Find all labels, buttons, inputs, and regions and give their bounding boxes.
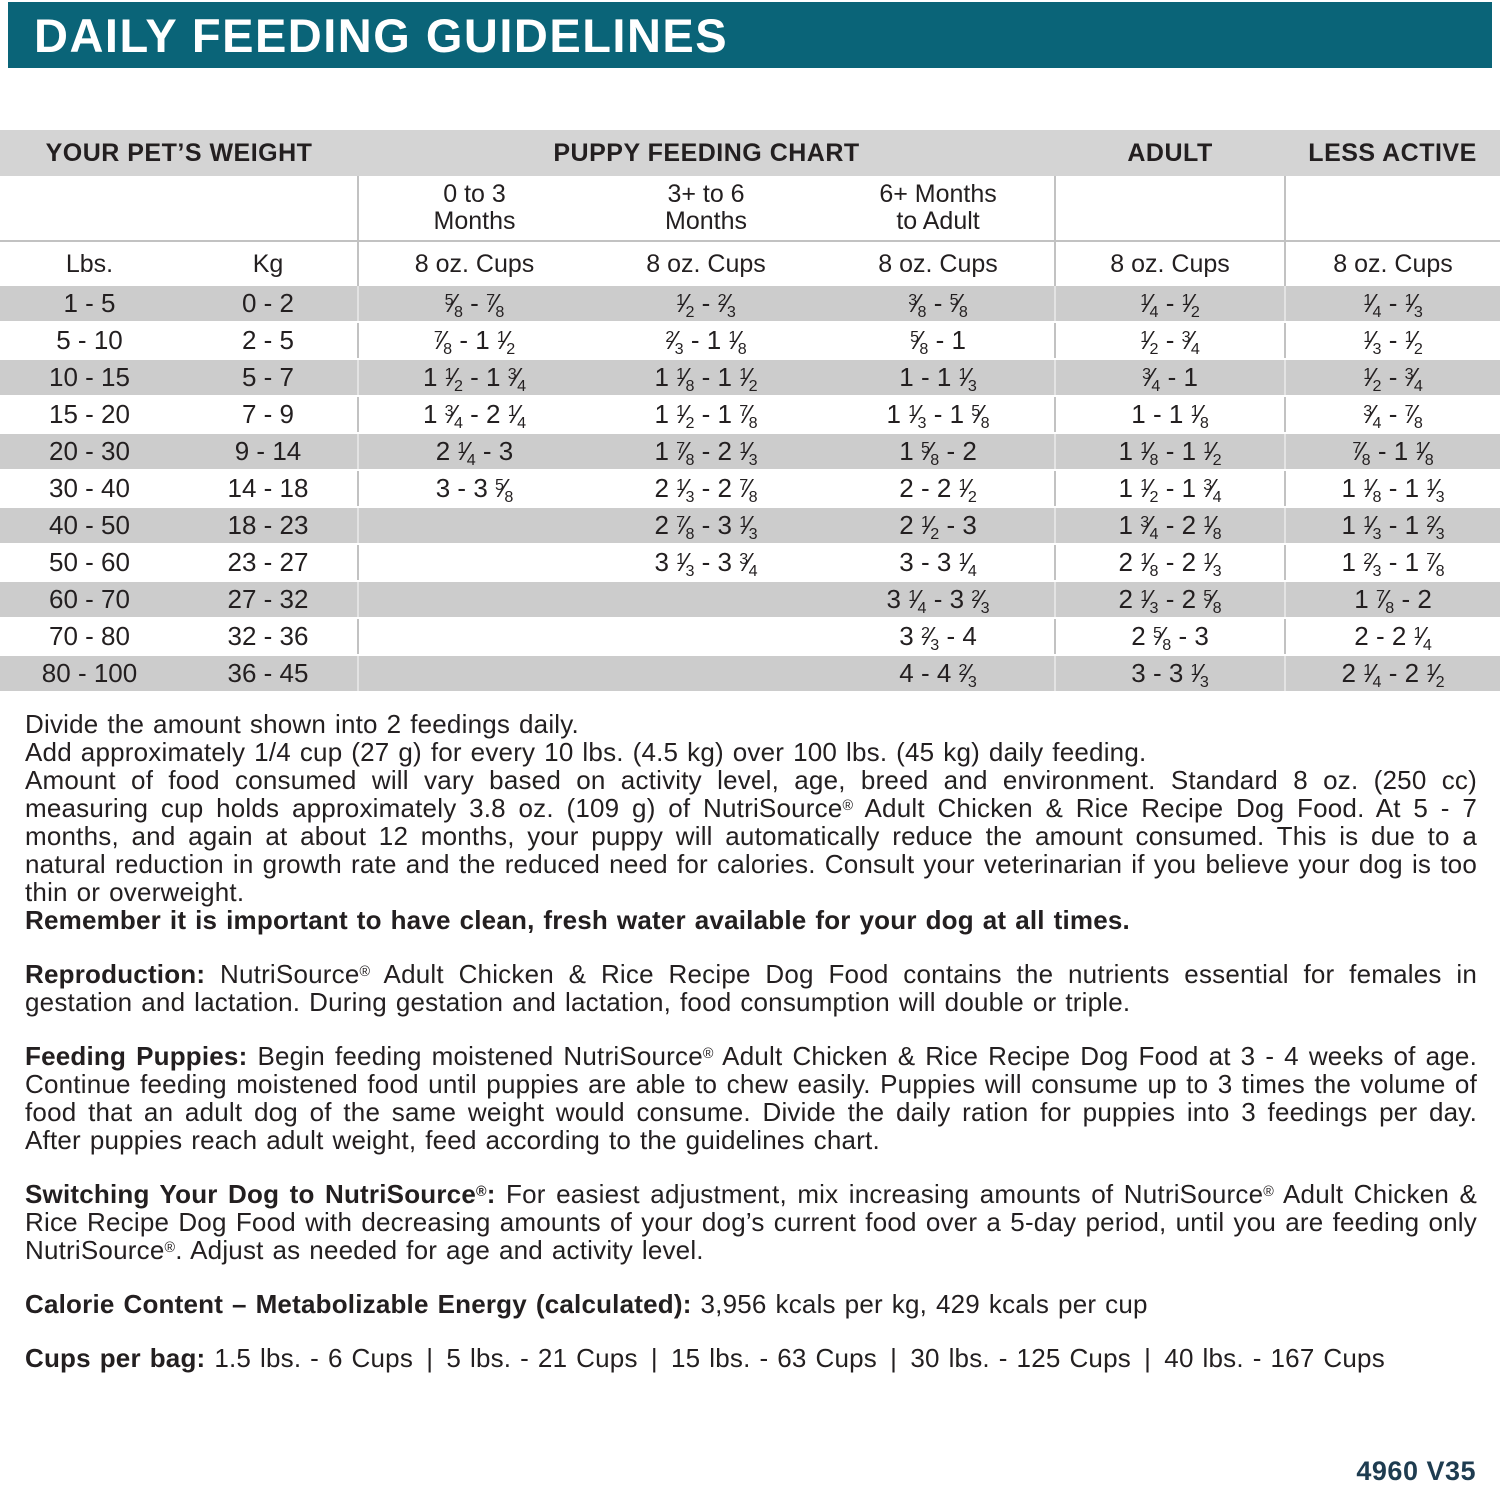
cell-kg: 7 - 9 [179,396,358,433]
cell-lbs: 70 - 80 [0,618,179,655]
cell-months-0-3: 1 1⁄2 - 1 3⁄4 [358,359,590,396]
cell-less-active: 1⁄4 - 1⁄3 [1285,286,1500,322]
cell-lbs: 50 - 60 [0,544,179,581]
cell-less-active: 1 1⁄8 - 1 1⁄3 [1285,470,1500,507]
age-header-less-active-spacer [1285,176,1500,241]
table-age-header-row [0,176,1500,241]
cell-months-0-3: 5⁄8 - 7⁄8 [358,286,590,322]
unit-cups-6-adult: 8 oz. Cups [878,249,998,278]
cell-months-6-adult: 3 1⁄4 - 3 2⁄3 [822,581,1055,618]
cell-months-6-adult: 1 5⁄8 - 2 [822,433,1055,470]
cell-months-6-adult: 1 1⁄3 - 1 5⁄8 [822,396,1055,433]
feeding-guidelines-table [0,130,1500,693]
cell-months-6-adult: 2 - 2 1⁄2 [822,470,1055,507]
table-row [0,286,1500,322]
cell-months-0-3 [358,618,590,655]
intro-line-1: Divide the amount shown into 2 feedings daily. [25,709,579,739]
cell-lbs: 5 - 10 [0,322,179,359]
table-row [0,396,1500,433]
section-lead: Calorie Content – Metabolizable Energy (calculated): [25,1289,692,1319]
column-header-puppy-feeding-chart: PUPPY FEEDING CHART [358,130,1055,176]
section-switching [25,1180,1477,1264]
table-row [0,433,1500,470]
table-body [0,286,1500,692]
cell-months-3-6: 1⁄2 - 2⁄3 [590,286,822,322]
cell-months-3-6: 2 7⁄8 - 3 1⁄3 [590,507,822,544]
cell-months-0-3 [358,507,590,544]
cell-kg: 14 - 18 [179,470,358,507]
unit-lbs: Lbs. [65,249,114,278]
table-units-row [0,241,1500,286]
cell-kg: 0 - 2 [179,286,358,322]
age-header-spacer [0,176,358,241]
cell-kg: 2 - 5 [179,322,358,359]
column-header-less-active: LESS ACTIVE [1285,130,1500,176]
cell-lbs: 30 - 40 [0,470,179,507]
cell-months-0-3 [358,655,590,692]
info-copy [25,710,1477,1372]
cell-kg: 36 - 45 [179,655,358,692]
cell-kg: 9 - 14 [179,433,358,470]
cell-lbs: 10 - 15 [0,359,179,396]
cell-months-3-6 [590,618,822,655]
cell-months-6-adult: 2 1⁄2 - 3 [822,507,1055,544]
table-row [0,322,1500,359]
cell-months-6-adult: 5⁄8 - 1 [822,322,1055,359]
unit-cups-less-active: 8 oz. Cups [1285,241,1500,286]
cell-less-active: 1⁄3 - 1⁄2 [1285,322,1500,359]
cell-lbs: 80 - 100 [0,655,179,692]
table-row [0,655,1500,692]
cell-kg: 5 - 7 [179,359,358,396]
age-header-0-3-months: 0 to 3 Months [358,176,590,241]
cell-months-3-6: 1 1⁄2 - 1 7⁄8 [590,396,822,433]
cell-adult: 2 5⁄8 - 3 [1055,618,1285,655]
cell-adult: 3⁄4 - 1 [1055,359,1285,396]
info-sections [25,960,1477,1372]
cell-months-3-6 [590,655,822,692]
section-calorie-content [25,1290,1477,1318]
column-header-adult: ADULT [1055,130,1285,176]
cell-months-0-3: 2 1⁄4 - 3 [358,433,590,470]
table-row [0,470,1500,507]
cell-less-active: 7⁄8 - 1 1⁄8 [1285,433,1500,470]
unit-cups-adult: 8 oz. Cups [1055,241,1285,286]
section-text: Begin feeding moistened NutriSource® Adult Chicken & Rice Recipe Dog Food at 3 - 4 weeks of age. Continue feeding moistened food until puppies are able to chew easily. Puppies will consume up to 3 times the volume of food that an adult dog of the same weight would consume. Divide the daily ration for puppies into 3 feedings per day. After puppies reach adult weight, feed according to the guidelines chart. [25,1041,1478,1155]
section-feeding-puppies [25,1042,1477,1154]
cell-adult: 1 - 1 1⁄8 [1055,396,1285,433]
cell-lbs: 15 - 20 [0,396,179,433]
cell-adult: 1⁄2 - 3⁄4 [1055,322,1285,359]
section-lead: Reproduction: [25,959,206,989]
cell-adult: 2 1⁄3 - 2 5⁄8 [1055,581,1285,618]
title-bar [8,2,1492,68]
cell-less-active: 1 7⁄8 - 2 [1285,581,1500,618]
cell-less-active: 1⁄2 - 3⁄4 [1285,359,1500,396]
cell-less-active: 2 1⁄4 - 2 1⁄2 [1285,655,1500,692]
column-header-your-pets-weight: YOUR PET’S WEIGHT [0,130,358,176]
cell-adult: 2 1⁄8 - 2 1⁄3 [1055,544,1285,581]
cell-kg: 27 - 32 [179,581,358,618]
cell-months-6-adult: 3 - 3 1⁄4 [822,544,1055,581]
section-lead: Feeding Puppies: [25,1041,248,1071]
cell-months-3-6: 2⁄3 - 1 1⁄8 [590,322,822,359]
cell-months-6-adult: 1 - 1 1⁄3 [822,359,1055,396]
section-lead: Cups per bag: [25,1343,206,1373]
age-header-3-6-months: 3+ to 6 Months [590,176,822,241]
cell-kg: 18 - 23 [179,507,358,544]
cell-less-active: 1 2⁄3 - 1 7⁄8 [1285,544,1500,581]
cell-months-0-3: 3 - 3 5⁄8 [358,470,590,507]
section-reproduction [25,960,1477,1016]
cell-lbs: 40 - 50 [0,507,179,544]
cell-kg: 23 - 27 [179,544,358,581]
table-row [0,581,1500,618]
cell-months-3-6: 1 1⁄8 - 1 1⁄2 [590,359,822,396]
footer-code: 4960 V35 [1356,1456,1476,1486]
cell-adult: 1⁄4 - 1⁄2 [1055,286,1285,322]
cell-months-0-3 [358,544,590,581]
unit-cups-3-6: 8 oz. Cups [646,249,766,278]
unit-cups-0-3: 8 oz. Cups [358,241,590,286]
cell-months-0-3: 1 3⁄4 - 2 1⁄4 [358,396,590,433]
age-header-adult-spacer [1055,176,1285,241]
section-text: 3,956 kcals per kg, 429 kcals per cup [691,1289,1148,1319]
table-row [0,544,1500,581]
cell-months-6-adult: 3 2⁄3 - 4 [822,618,1055,655]
section-text: For easiest adjustment, mix increasing amounts of NutriSource® Adult Chicken & Rice Recipe Dog Food with decreasing amounts of your dog’s current food over a 5-day period, until you are feeding only NutriSource®. Adjust as needed for age and activity level. [25,1179,1477,1265]
cell-lbs: 60 - 70 [0,581,179,618]
table-group-header-row [0,130,1500,176]
cell-months-6-adult: 3⁄8 - 5⁄8 [822,286,1055,322]
cell-months-0-3 [358,581,590,618]
table-row [0,618,1500,655]
cell-kg: 32 - 36 [179,618,358,655]
cell-months-3-6: 3 1⁄3 - 3 3⁄4 [590,544,822,581]
section-cups-per-bag [25,1344,1477,1372]
cell-adult: 3 - 3 1⁄3 [1055,655,1285,692]
cell-less-active: 2 - 2 1⁄4 [1285,618,1500,655]
section-lead: Switching Your Dog to NutriSource®: [25,1179,496,1209]
cell-months-6-adult: 4 - 4 2⁄3 [822,655,1055,692]
intro-line-2: Add approximately 1/4 cup (27 g) for every 10 lbs. (4.5 kg) over 100 lbs. (45 kg) daily feeding. [25,737,1147,767]
cell-less-active: 3⁄4 - 7⁄8 [1285,396,1500,433]
intro-paragraph: Amount of food consumed will vary based on activity level, age, breed and environment. Standard 8 oz. (250 cc) measuring cup holds approximately 3.8 oz. (109 g) of NutriSource® Adult Chicken & Rice Recipe Dog Food. At 5 - 7 months, and again at about 12 months, your puppy will automatically reduce the amount consumed. This is due to a natural reduction in growth rate and the reduced need for calories. Consult your veterinarian if you believe your dog is too thin or overweight. [25,765,1477,907]
section-text: NutriSource® Adult Chicken & Rice Recipe Dog Food contains the nutrients essential for females in gestation and lactation. During gestation and lactation, food consumption will double or triple. [25,959,1477,1017]
table-row [0,359,1500,396]
intro-water-reminder: Remember it is important to have clean, fresh water available for your dog at all times. [25,905,1130,935]
section-text: 1.5 lbs. - 6 Cups | 5 lbs. - 21 Cups | 15 lbs. - 63 Cups | 30 lbs. - 125 Cups | 40 lbs. - 167 Cups [205,1343,1385,1373]
cell-months-0-3: 7⁄8 - 1 1⁄2 [358,322,590,359]
cell-adult: 1 1⁄2 - 1 3⁄4 [1055,470,1285,507]
table-row [0,507,1500,544]
cell-lbs: 1 - 5 [0,286,179,322]
unit-kg: Kg [252,249,284,278]
cell-months-3-6 [590,581,822,618]
age-header-6-months-to-adult: 6+ Months to Adult [822,176,1055,241]
cell-adult: 1 3⁄4 - 2 1⁄8 [1055,507,1285,544]
cell-adult: 1 1⁄8 - 1 1⁄2 [1055,433,1285,470]
cell-months-3-6: 2 1⁄3 - 2 7⁄8 [590,470,822,507]
cell-months-3-6: 1 7⁄8 - 2 1⁄3 [590,433,822,470]
cell-lbs: 20 - 30 [0,433,179,470]
cell-less-active: 1 1⁄3 - 1 2⁄3 [1285,507,1500,544]
page-title: DAILY FEEDING GUIDELINES [34,8,729,62]
